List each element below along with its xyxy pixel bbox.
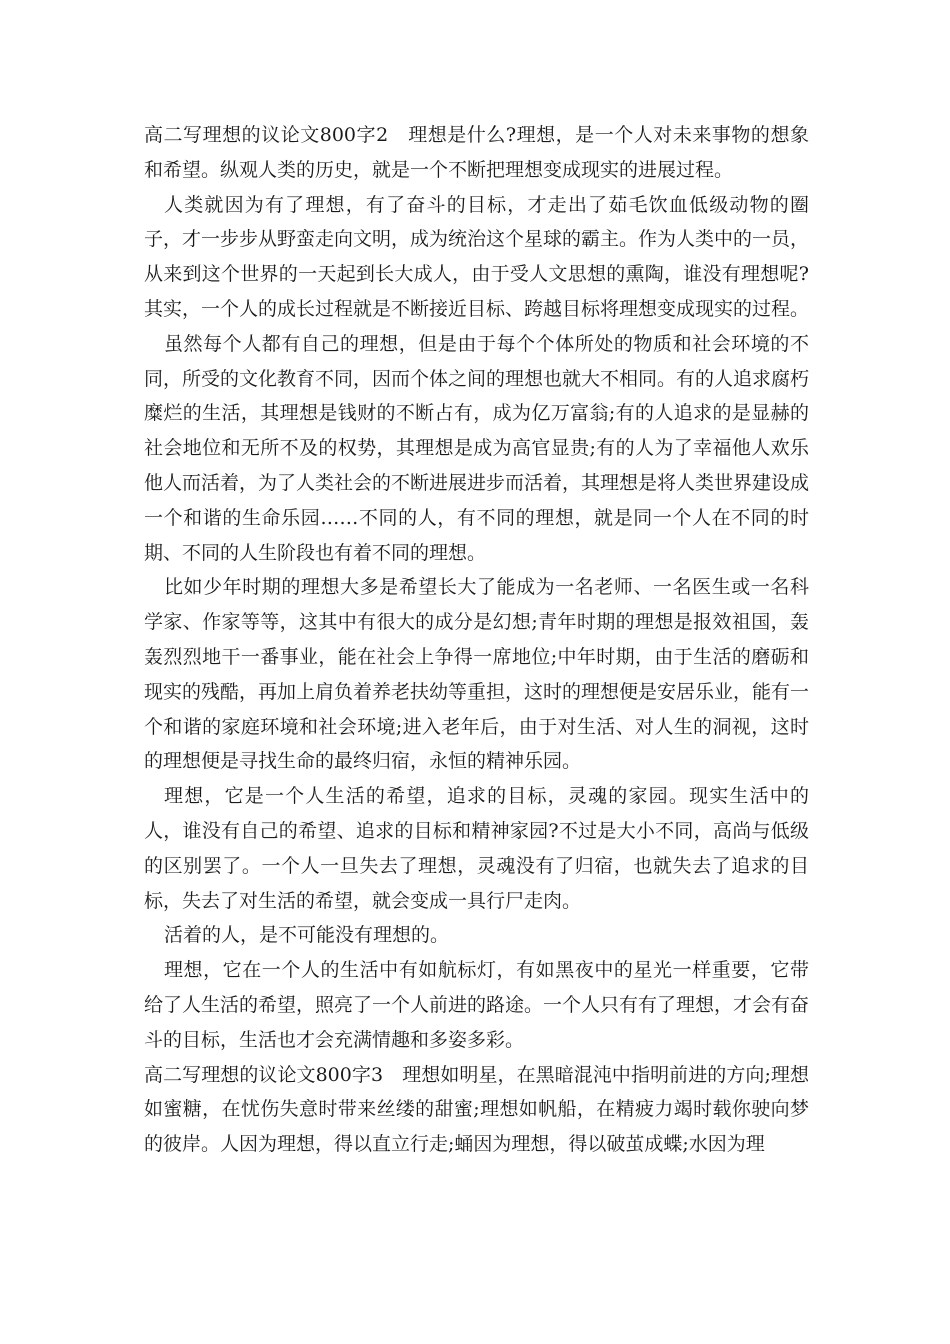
paragraph-beacon: 理想，它在一个人的生活中有如航标灯，有如黑夜中的星光一样重要，它带给了人生活的希望，照亮了一个人前进的路途。一个人只有有了理想，才会有奋斗的目标，生活也才会充满情趣和多姿多彩。	[144, 959, 810, 1051]
paragraph-human-history: 人类就因为有了理想，有了奋斗的目标，才走出了茹毛饮血低级动物的圈子，才一步步从野蛮走向文明，成为统治这个星球的霸主。作为人类中的一员，从来到这个世界的一天起到长大成人，由于受人文思想的熏陶，谁没有理想呢?其实，一个人的成长过程就是不断接近目标、跨越目标将理想变成现实的过程。	[144, 193, 810, 320]
paragraph-life-stages: 比如少年时期的理想大多是希望长大了能成为一名老师、一名医生或一名科学家、作家等等，这其中有很大的成分是幻想;青年时期的理想是报效祖国，轰轰烈烈地干一番事业，能在社会上争得一席地位;中年时期，由于生活的磨砺和现实的残酷，再加上肩负着养老扶幼等重担，这时的理想便是安居乐业，能有一个和谐的家庭环境和社会环境;进入老年后，由于对生活、对人生的洞视，这时的理想便是寻找生命的最终归宿，永恒的精神乐园。	[144, 576, 810, 773]
paragraph-essay-3-opening: 高二写理想的议论文800字3 理想如明星，在黑暗混沌中指明前进的方向;理想如蜜糖，在忧伤失意时带来丝缕的甜蜜;理想如帆船，在精疲力竭时载你驶向梦的彼岸。人因为理想，得以直立行走;蛹因为理想，得以破茧成蝶;水因为理	[144, 1063, 809, 1156]
paragraph-essay-2-opening: 高二写理想的议论文800字2 理想是什么?理想，是一个人对未来事物的想象和希望。纵观人类的历史，就是一个不断把理想变成现实的进展过程。	[144, 124, 809, 181]
paragraph-ideal-as-hope: 理想，它是一个人生活的希望，追求的目标，灵魂的家园。现实生活中的人，谁没有自己的希望、追求的目标和精神家园?不过是大小不同，高尚与低级的区别罢了。一个人一旦失去了理想，灵魂没有了归宿，也就失去了追求的目标，失去了对生活的希望，就会变成一具行尸走肉。	[144, 785, 809, 912]
paragraph-different-ideals: 虽然每个人都有自己的理想，但是由于每个个体所处的物质和社会环境的不同，所受的文化教育不同，因而个体之间的理想也就大不相同。有的人追求腐朽糜烂的生活，其理想是钱财的不断占有，成为亿万富翁;有的人追求的是显赫的社会地位和无所不及的权势，其理想是成为高官显贵;有的人为了幸福他人欢乐他人而活着，为了人类社会的不断进展进步而活着，其理想是将人类世界建设成一个和谐的生命乐园……不同的人，有不同的理想，就是同一个人在不同的时期、不同的人生阶段也有着不同的理想。	[144, 332, 810, 564]
paragraph-living-people: 活着的人，是不可能没有理想的。	[164, 924, 450, 947]
document-body	[144, 118, 809, 1162]
